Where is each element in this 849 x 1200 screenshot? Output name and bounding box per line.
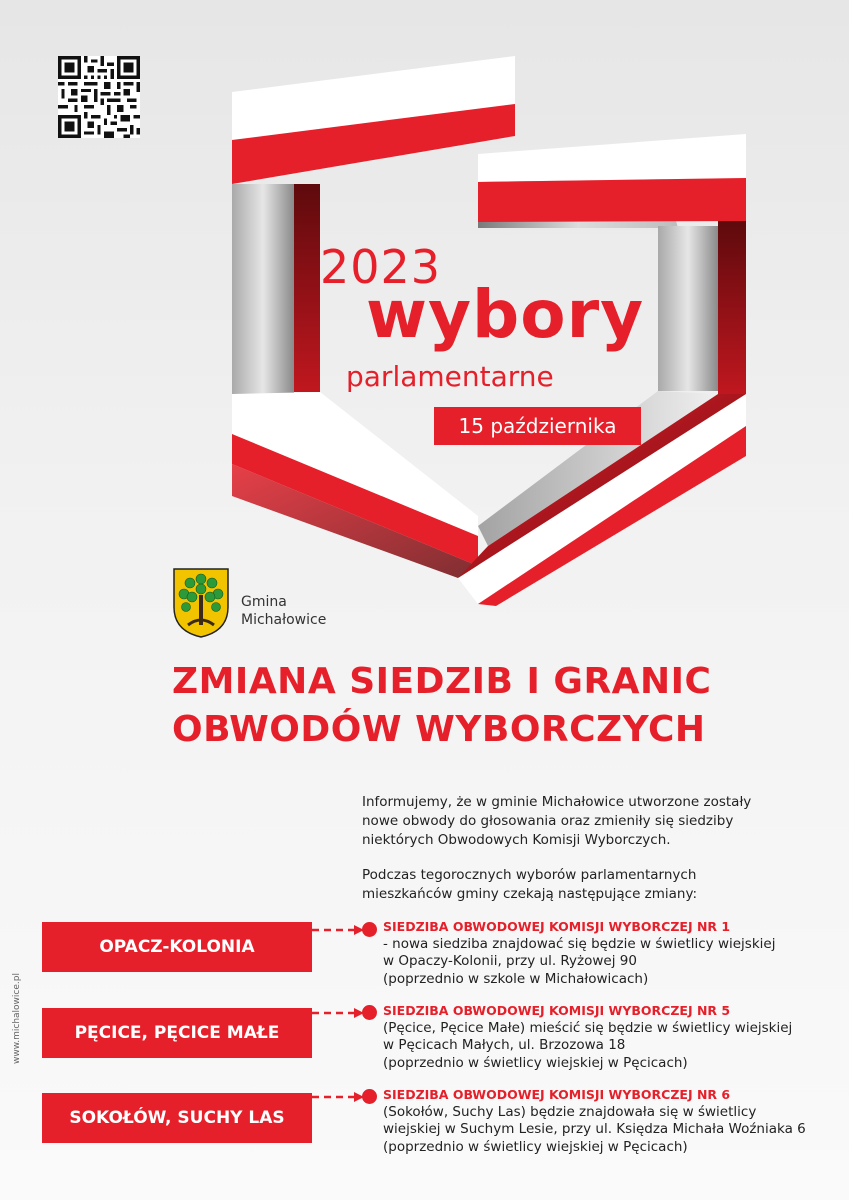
website-url: www.michalowice.pl [12, 973, 22, 1064]
bullet-dot-icon [362, 1089, 377, 1104]
change-line: - nowa siedziba znajdować się będzie w świetlicy wiejskiej [383, 935, 776, 952]
election-subtitle: parlamentarne [346, 360, 554, 393]
change-heading: SIEDZIBA OBWODOWEJ KOMISJI WYBORCZEJ NR 5 [383, 1003, 731, 1018]
bullet-dot-icon [362, 1005, 377, 1020]
municipality-name [241, 593, 326, 629]
election-title [300, 240, 660, 450]
headline-line2: OBWODÓW WYBORCZYCH [172, 709, 706, 750]
intro-p1-line2: nowe obwody do głosowania oraz zmieniły się siedziby [362, 813, 734, 829]
municipality-line2: Michałowice [241, 612, 327, 628]
bullet-dot-icon [362, 922, 377, 937]
change-entry-1 [383, 918, 813, 988]
change-line: w Pęcicach Małych, ul. Brzozowa 18 [383, 1037, 626, 1053]
qr-code [58, 56, 140, 138]
location-badge-opacz-kolonia: OPACZ-KOLONIA [42, 922, 312, 972]
change-line: wiejskiej w Suchym Lesie, przy ul. Księdza Michała Woźniaka 6 [383, 1121, 806, 1137]
change-heading: SIEDZIBA OBWODOWEJ KOMISJI WYBORCZEJ NR 1 [383, 919, 731, 934]
change-line: (Sokołów, Suchy Las) będzie znajdowała się w świetlicy [383, 1103, 757, 1120]
intro-p2-line1: Podczas tegorocznych wyborów parlamentarnych [362, 867, 697, 883]
change-line: (poprzednio w świetlicy wiejskiej w Pęcicach) [383, 1054, 688, 1071]
intro-p1-line1: Informujemy, że w gminie Michałowice utworzone zostały [362, 794, 752, 810]
location-badge-sokolow: SOKOŁÓW, SUCHY LAS [42, 1093, 312, 1143]
election-date-badge: 15 października [434, 407, 641, 445]
change-line: (Pęcice, Pęcice Małe) mieścić się będzie w świetlicy wiejskiej [383, 1019, 793, 1036]
change-line: w Opaczy-Kolonii, przy ul. Ryżowej 90 [383, 953, 637, 969]
election-title-word: wybory [366, 276, 645, 353]
change-entry-3 [383, 1086, 813, 1156]
location-badge-pecice: PĘCICE, PĘCICE MAŁE [42, 1008, 312, 1058]
municipality-line1: Gmina [241, 594, 287, 610]
change-heading: SIEDZIBA OBWODOWEJ KOMISJI WYBORCZEJ NR 6 [383, 1087, 731, 1102]
intro-p2-line2: mieszkańców gminy czekają następujące zmiany: [362, 886, 698, 902]
intro-text [362, 793, 802, 920]
election-year: 2023 [320, 240, 442, 294]
main-headline [172, 658, 711, 754]
change-line: (poprzednio w świetlicy wiejskiej w Pęcicach) [383, 1138, 688, 1155]
headline-line1: ZMIANA SIEDZIB I GRANIC [172, 661, 712, 702]
intro-paragraph-2 [362, 866, 802, 904]
coat-of-arms-tree-icon [172, 567, 230, 639]
intro-paragraph-1 [362, 793, 802, 850]
change-entry-2 [383, 1002, 813, 1072]
intro-p1-line3: niektórych Obwodowych Komisji Wyborczych. [362, 832, 671, 848]
change-line: (poprzednio w szkole w Michałowicach) [383, 970, 649, 987]
